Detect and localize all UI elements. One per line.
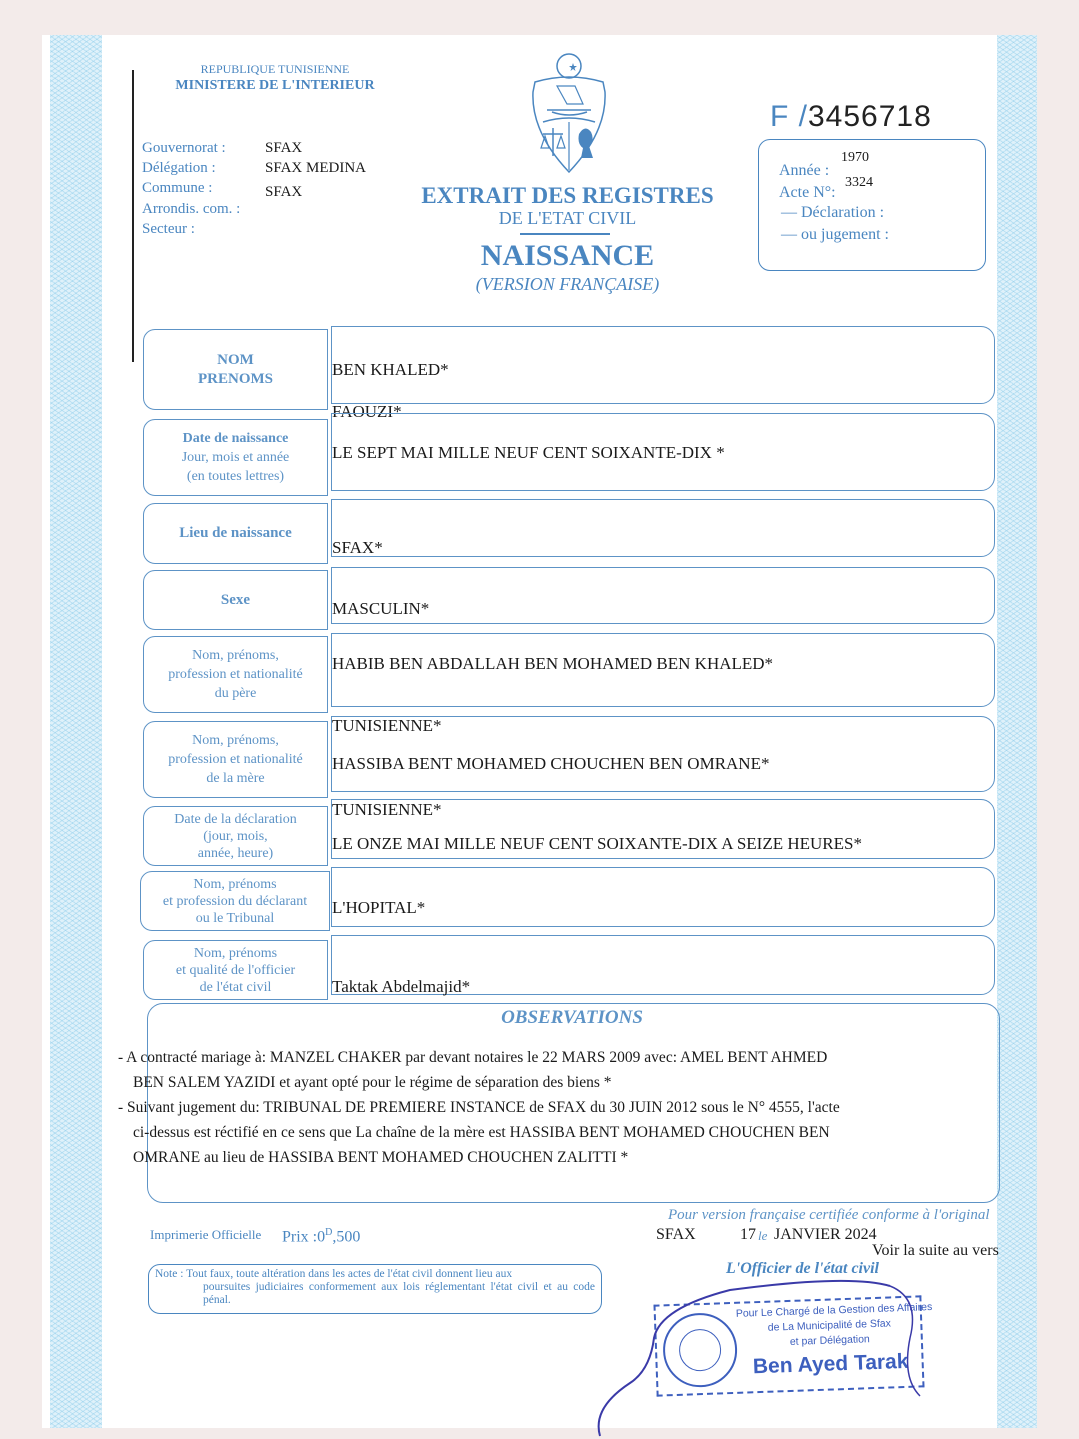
officer-value: Taktak Abdelmajid* [332,977,471,996]
year-value: 1970 [841,150,869,165]
title-divider [520,233,610,235]
issue-le: le [758,1228,768,1243]
guilloche-border-right [997,35,1037,1428]
issue-day: 17 [740,1226,756,1243]
given-name-value: FAOUZI* [332,402,402,421]
label-line: de la mère [206,771,265,786]
officer-label [143,940,328,1000]
stamp-line3: et par Délégation [789,1333,871,1348]
birth-place-label [143,503,328,564]
declaration-label: — Déclaration : [781,204,885,221]
mother-name-value: HASSIBA BENT MOHAMED CHOUCHEN BEN OMRANE* [332,754,770,773]
guilloche-border-left [50,35,102,1428]
sex-value: MASCULIN* [332,599,430,618]
year-label: Année : [779,162,830,179]
act-number-value: 3324 [845,175,873,190]
label-line: (en toutes lettres) [186,469,285,484]
governorate-label: Gouvernorat : [142,140,226,156]
observation-line: - Suivant jugement du: TRIBUNAL DE PREMIERE INSTANCE de SFAX du 30 JUIN 2012 sous le N° 4555, l'acte [118,1099,840,1116]
republic-heading: REPUBLIQUE TUNISIENNE [200,62,350,76]
seal-icon [662,1312,739,1389]
father-nationality-value: TUNISIENNE* [332,716,442,735]
label-line: Date de naissance [182,431,289,446]
arrondissement-label: Arrondis. com. : [142,201,241,217]
stamp-line1: Pour Le Chargé de la Gestion des Affaires [735,1300,933,1320]
legal-note [148,1264,602,1314]
label-line: Jour, mois et année [181,450,290,465]
father-label [143,636,328,713]
commune-label: Commune : [142,180,213,196]
governorate-value: SFAX [265,140,303,156]
coat-of-arms-icon [527,52,611,174]
label-line: PRENOMS [198,370,273,387]
label-line: (jour, mois, [203,828,268,844]
issue-place: SFAX [656,1226,696,1243]
serial-prefix: F / [770,100,808,133]
label-line: et qualité de l'officier [175,962,296,978]
commune-value: SFAX [265,184,303,200]
document-title-line2: DE L'ETAT CIVIL [498,208,637,228]
observation-line: - A contracté mariage à: MANZEL CHAKER par devant notaires le 22 MARS 2009 avec: AMEL BENT AHMED [118,1049,828,1066]
label-line: Date de la déclaration [174,811,297,827]
document-type-title: NAISSANCE [480,239,655,272]
stamp-line2: de La Municipalité de Sfax [767,1317,892,1334]
stamp-name: Ben Ayed Tarak [752,1349,909,1379]
act-info-box [758,139,986,271]
judgement-label: — ou jugement : [781,226,889,243]
name-label [143,329,328,410]
declarant-label [140,871,330,931]
label-line: profession et nationalité [168,667,303,682]
observation-line: BEN SALEM YAZIDI et ayant opté pour le régime de séparation des biens * [133,1074,612,1091]
serial-number [770,100,932,134]
delegation-value: SFAX MEDINA [265,160,366,176]
birth-place-value: SFAX* [332,538,383,557]
label-line: Lieu de naissance [179,525,292,541]
mother-nationality-value: TUNISIENNE* [332,800,442,819]
price-currency: D [325,1227,333,1238]
label-line: ou le Tribunal [195,910,275,926]
price-value: ,500 [332,1228,361,1246]
label-line: et profession du déclarant [162,893,308,909]
act-number-label: Acte N°: [779,184,836,201]
serial-value: 3456718 [808,100,932,133]
observations-title: OBSERVATIONS [501,1007,643,1028]
label-line: du père [214,686,257,701]
issue-month-year: JANVIER 2024 [774,1226,877,1243]
officer-signature-title: L'Officier de l'état civil [726,1260,879,1277]
note-first-line: Note : Tout faux, toute altération dans les actes de l'état civil donnent lieu aux [155,1268,513,1280]
label-line: profession et nationalité [168,752,303,767]
price [282,1223,360,1246]
label-line: Sexe [220,591,251,608]
mother-label [143,721,328,798]
label-line: Nom, prénoms [193,876,277,892]
surname-value: BEN KHALED* [332,360,449,379]
label-line: Nom, prénoms, [192,733,279,748]
note-rest: poursuites judiciaires conformement aux lois réglementant l'état civil et au code pénal. [203,1281,595,1306]
declarant-value-box [331,867,995,927]
label-line: de l'état civil [199,979,272,995]
document-version: (VERSION FRANÇAISE) [475,274,660,294]
printer-label: Imprimerie Officielle [150,1227,262,1242]
certification-text: Pour version française certifiée conforme à l'original [668,1207,990,1223]
declaration-date-label [143,806,328,866]
declarant-value: L'HOPITAL* [332,898,426,917]
delegation-label: Délégation : [142,160,216,176]
birth-date-value: LE SEPT MAI MILLE NEUF CENT SOIXANTE-DIX * [332,443,725,462]
sex-value-box [331,567,995,624]
sector-label: Secteur : [142,221,195,237]
father-name-value: HABIB BEN ABDALLAH BEN MOHAMED BEN KHALED* [332,654,774,673]
document-title-line1: EXTRAIT DES REGISTRES [421,183,714,208]
sex-label [143,570,328,630]
continued-note: Voir la suite au vers [872,1242,999,1259]
birth-date-label [143,419,328,496]
observation-line: OMRANE au lieu de HASSIBA BENT MOHAMED CHOUCHEN ZALITTI * [133,1149,629,1166]
declaration-date-value: LE ONZE MAI MILLE NEUF CENT SOIXANTE-DIX A SEIZE HEURES* [332,834,862,853]
official-stamp [653,1295,933,1396]
margin-line [132,70,134,362]
birth-place-value-box [331,499,995,557]
label-line: Nom, prénoms, [192,648,279,663]
price-label: Prix :0 [282,1228,326,1246]
label-line: NOM [217,351,254,368]
label-line: année, heure) [197,845,274,861]
ministry-heading: MINISTERE DE L'INTERIEUR [175,78,375,93]
observation-line: ci-dessus est réctifié en ce sens que La chaîne de la mère est HASSIBA BENT MOHAMED CHOUCHEN BEN [133,1124,830,1141]
label-line: Nom, prénoms [193,945,278,961]
